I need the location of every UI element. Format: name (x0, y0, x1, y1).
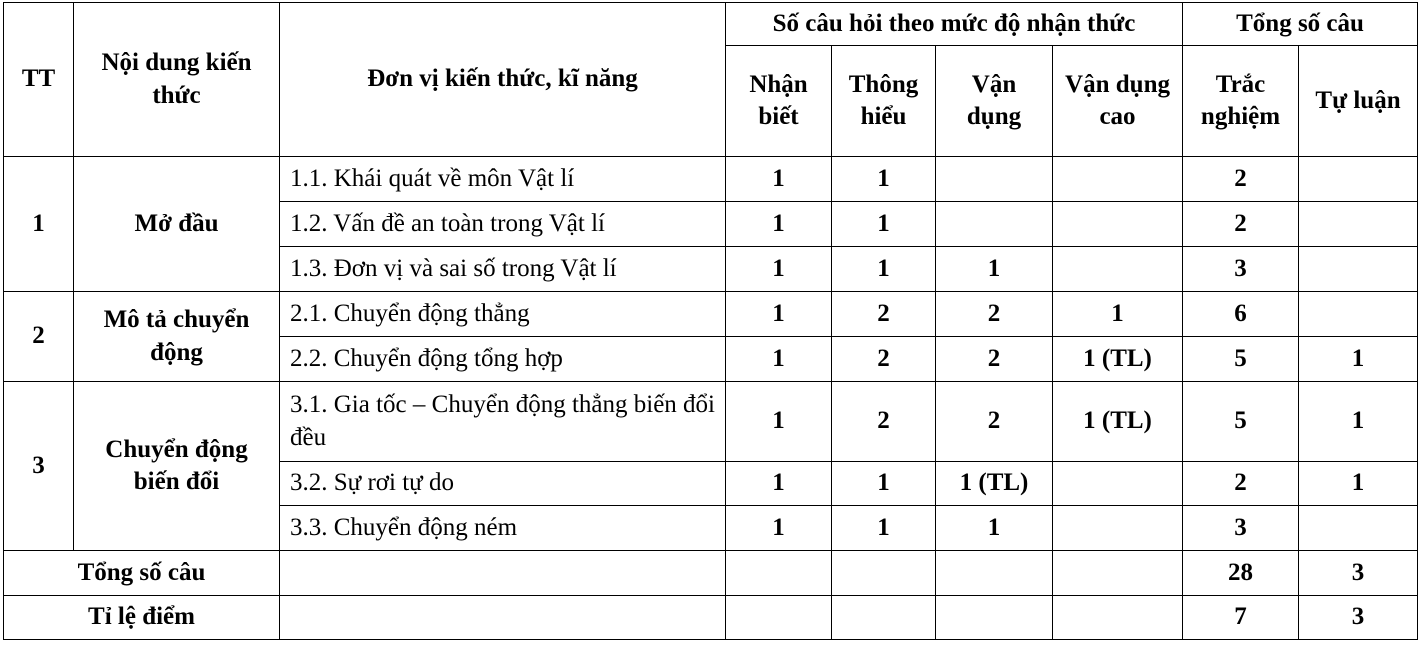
cell-nhan-biet: 1 (726, 506, 832, 551)
cell-thong-hieu: 2 (832, 292, 936, 337)
topic-name: Chuyển động biến đổi (74, 382, 280, 551)
cell-nhan-biet: 1 (726, 292, 832, 337)
topic-tt: 1 (4, 157, 74, 292)
cell-nhan-biet: 1 (726, 202, 832, 247)
cell-trac-nghiem: 5 (1183, 337, 1299, 382)
cell-tu-luan (1299, 292, 1418, 337)
cell-van-dung-cao: 1 (1053, 292, 1183, 337)
topic-tt: 2 (4, 292, 74, 382)
cell-van-dung-cao: 1 (TL) (1053, 382, 1183, 462)
score-trac-nghiem: 7 (1183, 596, 1299, 640)
cell-trac-nghiem: 2 (1183, 157, 1299, 202)
cell-trac-nghiem: 6 (1183, 292, 1299, 337)
cell-tu-luan (1299, 506, 1418, 551)
cell-thong-hieu: 1 (832, 506, 936, 551)
cell-trac-nghiem: 3 (1183, 247, 1299, 292)
unit-name: 2.2. Chuyển động tổng hợp (280, 337, 726, 382)
cell-thong-hieu: 2 (832, 337, 936, 382)
unit-name: 2.1. Chuyển động thẳng (280, 292, 726, 337)
header-total-trac-nghiem: Trắc nghiệm (1183, 46, 1299, 157)
header-level-thong-hieu: Thông hiểu (832, 46, 936, 157)
cell-van-dung-cao (1053, 202, 1183, 247)
cell-nhan-biet: 1 (726, 382, 832, 462)
cell-nhan-biet: 1 (726, 157, 832, 202)
score-tu-luan: 3 (1299, 596, 1418, 640)
cell-tu-luan (1299, 157, 1418, 202)
header-row-1 (4, 3, 1418, 46)
header-unit: Đơn vị kiến thức, kĩ năng (280, 3, 726, 157)
cell-van-dung: 2 (936, 292, 1053, 337)
total-trac-nghiem: 28 (1183, 551, 1299, 596)
empty-cell (280, 551, 726, 596)
empty-cell (1053, 551, 1183, 596)
unit-name: 3.1. Gia tốc – Chuyển động thẳng biến đổi đều (280, 382, 726, 462)
total-row (4, 551, 1418, 596)
topic-tt: 3 (4, 382, 74, 551)
cell-tu-luan (1299, 247, 1418, 292)
cell-trac-nghiem: 3 (1183, 506, 1299, 551)
cell-thong-hieu: 1 (832, 157, 936, 202)
header-totals-group: Tổng số câu (1183, 3, 1418, 46)
cell-van-dung: 1 (936, 506, 1053, 551)
unit-name: 1.1. Khái quát về môn Vật lí (280, 157, 726, 202)
cell-van-dung (936, 202, 1053, 247)
cell-nhan-biet: 1 (726, 462, 832, 506)
cell-van-dung: 1 (TL) (936, 462, 1053, 506)
cell-nhan-biet: 1 (726, 337, 832, 382)
table-row (4, 382, 1418, 462)
empty-cell (1053, 596, 1183, 640)
cell-tu-luan (1299, 202, 1418, 247)
total-label: Tổng số câu (4, 551, 280, 596)
unit-name: 3.2. Sự rơi tự do (280, 462, 726, 506)
score-row (4, 596, 1418, 640)
cell-van-dung-cao (1053, 157, 1183, 202)
header-content: Nội dung kiến thức (74, 3, 280, 157)
empty-cell (936, 551, 1053, 596)
header-levels-group: Số câu hỏi theo mức độ nhận thức (726, 3, 1183, 46)
cell-thong-hieu: 1 (832, 462, 936, 506)
cell-trac-nghiem: 2 (1183, 202, 1299, 247)
total-tu-luan: 3 (1299, 551, 1418, 596)
cell-tu-luan: 1 (1299, 462, 1418, 506)
header-level-nhan-biet: Nhận biết (726, 46, 832, 157)
cell-van-dung-cao (1053, 247, 1183, 292)
cell-van-dung-cao: 1 (TL) (1053, 337, 1183, 382)
empty-cell (280, 596, 726, 640)
unit-name: 1.2. Vấn đề an toàn trong Vật lí (280, 202, 726, 247)
cell-tu-luan: 1 (1299, 382, 1418, 462)
topic-name: Mô tả chuyển động (74, 292, 280, 382)
table-row (4, 157, 1418, 202)
cell-thong-hieu: 1 (832, 247, 936, 292)
cell-van-dung: 2 (936, 382, 1053, 462)
cell-nhan-biet: 1 (726, 247, 832, 292)
header-level-van-dung-cao: Vận dụng cao (1053, 46, 1183, 157)
score-label: Tỉ lệ điểm (4, 596, 280, 640)
header-tt: TT (4, 3, 74, 157)
cell-van-dung: 1 (936, 247, 1053, 292)
cell-tu-luan: 1 (1299, 337, 1418, 382)
topic-name: Mở đầu (74, 157, 280, 292)
cell-van-dung: 2 (936, 337, 1053, 382)
empty-cell (726, 596, 832, 640)
header-total-tu-luan: Tự luận (1299, 46, 1418, 157)
empty-cell (832, 596, 936, 640)
cell-van-dung-cao (1053, 462, 1183, 506)
header-level-van-dung: Vận dụng (936, 46, 1053, 157)
empty-cell (726, 551, 832, 596)
cell-van-dung (936, 157, 1053, 202)
empty-cell (832, 551, 936, 596)
question-matrix-table (3, 2, 1418, 640)
unit-name: 1.3. Đơn vị và sai số trong Vật lí (280, 247, 726, 292)
cell-trac-nghiem: 5 (1183, 382, 1299, 462)
cell-trac-nghiem: 2 (1183, 462, 1299, 506)
table-row (4, 292, 1418, 337)
cell-thong-hieu: 2 (832, 382, 936, 462)
empty-cell (936, 596, 1053, 640)
cell-van-dung-cao (1053, 506, 1183, 551)
cell-thong-hieu: 1 (832, 202, 936, 247)
unit-name: 3.3. Chuyển động ném (280, 506, 726, 551)
